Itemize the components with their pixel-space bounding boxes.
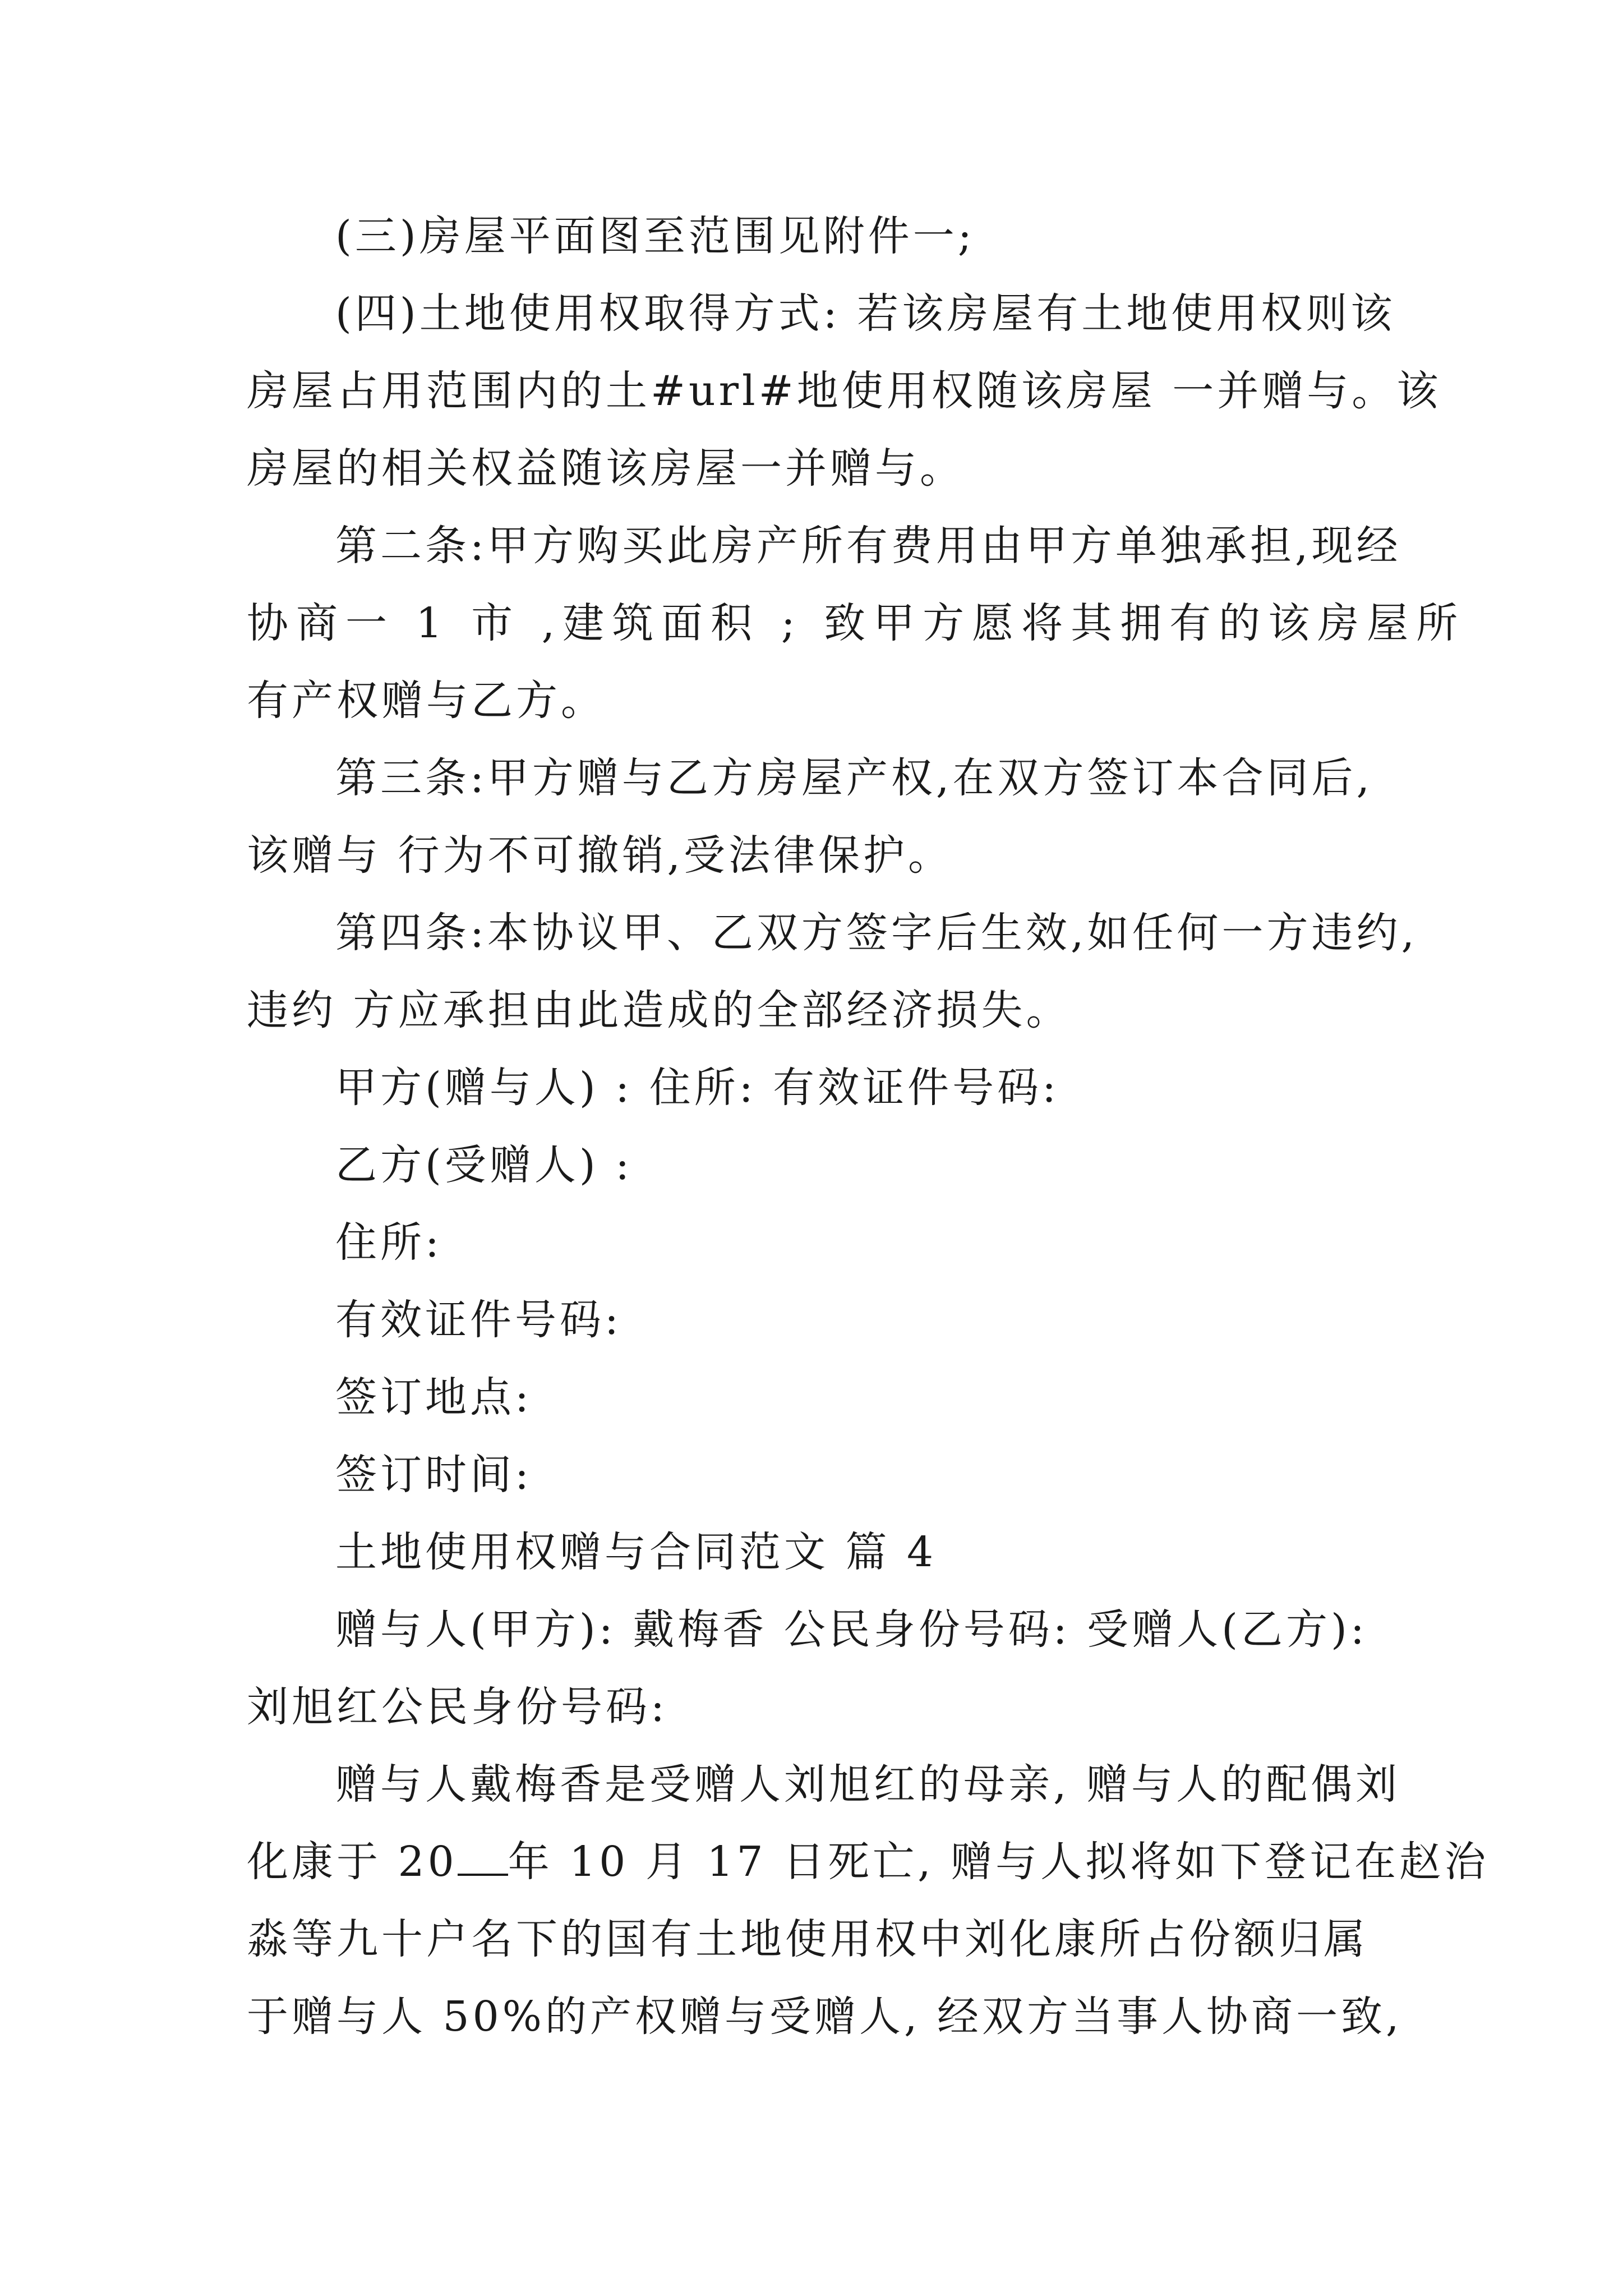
text-line: 第二条:甲方购买此房产所有费用由甲方单独承担,现经	[335, 522, 1401, 570]
text-line: 有效证件号码:	[335, 1296, 622, 1344]
text-line: 房屋的相关权益随该房屋一并赠与。	[247, 444, 965, 493]
text-line: 第四条:本协议甲、乙双方签字后生效,如任何一方违约,	[335, 909, 1418, 957]
text-line: 住所:	[335, 1218, 442, 1267]
blank-underline	[458, 1840, 508, 1876]
text-line: 违约 方应承担由此造成的全部经济损失。	[247, 986, 1071, 1034]
text-line: (三)房屋平面图至范围见附件一;	[335, 212, 975, 260]
text-line: 赠与人戴梅香是受赠人刘旭红的母亲, 赠与人的配偶刘	[335, 1760, 1401, 1809]
text-line: 第三条:甲方赠与乙方房屋产权,在双方签订本合同后,	[335, 754, 1373, 802]
text-line: 有产权赠与乙方。	[247, 677, 606, 725]
text-line: 甲方(赠与人) : 住所: 有效证件号码:	[335, 1064, 1060, 1112]
text-fragment: 化康于 20	[247, 1838, 458, 1886]
text-line: 该赠与 行为不可撤销,受法律保护。	[247, 831, 953, 880]
text-line: 乙方(受赠人) :	[335, 1141, 633, 1189]
text-line: 协商一 1 市 ,建筑面积 ; 致甲方愿将其拥有的该房屋所	[247, 599, 1466, 647]
text-line: 赠与人(甲方): 戴梅香 公民身份号码: 受赠人(乙方):	[335, 1605, 1368, 1654]
text-line-with-blank	[247, 1823, 1490, 1901]
text-line: (四)土地使用权取得方式: 若该房屋有土地使用权则该	[335, 289, 1396, 338]
text-line: 淼等九十户名下的国有土地使用权中刘化康所占份额归属	[247, 1915, 1368, 1963]
text-line: 签订地点:	[335, 1373, 532, 1421]
text-line: 签订时间:	[335, 1451, 532, 1499]
section-heading: 土地使用权赠与合同范文 篇 4	[335, 1528, 937, 1576]
document-body	[247, 197, 1490, 2055]
text-line: 于赠与人 50%的产权赠与受赠人, 经双方当事人协商一致,	[247, 1993, 1403, 2041]
text-line: 房屋占用范围内的土#url#地使用权随该房屋 一并赠与。该	[247, 367, 1442, 415]
text-line: 刘旭红公民身份号码:	[247, 1683, 668, 1731]
text-fragment: 年 10 月 17 日死亡, 赠与人拟将如下登记在赵治	[508, 1838, 1490, 1886]
